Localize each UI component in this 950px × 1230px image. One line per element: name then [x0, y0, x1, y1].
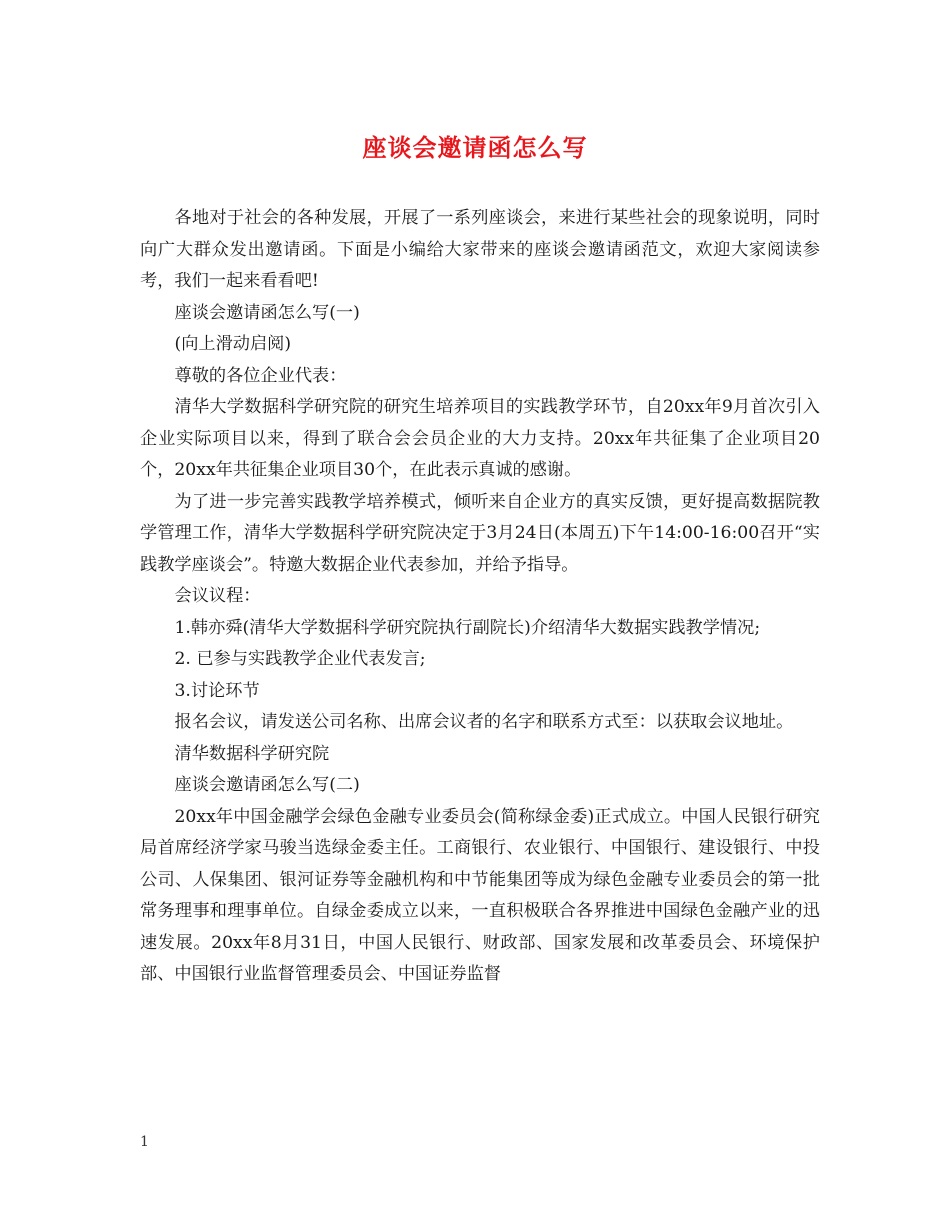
paragraph-background: 清华大学数据科学研究院的研究生培养项目的实践教学环节，自20xx年9月首次引入企业实际项目以来，得到了联合会会员企业的大力支持。20xx年共征集了企业项目20个，20xx年共征集企业项目30个，在此表示真诚的感谢。 — [140, 397, 820, 480]
paragraph-invitation: 为了进一步完善实践教学培养模式，倾听来自企业方的真实反馈，更好提高数据院教学管理工作，清华大学数据科学研究院决定于3月24日(本周五)下午14:00-16:00召开“实践教学座谈会”。特邀大数据企业代表参加，并给予指导。 — [140, 491, 820, 575]
agenda-item-3: 3.讨论环节 — [174, 680, 260, 701]
page-number: 1 — [140, 1134, 149, 1150]
paragraph-agenda-heading: 会议议程： — [174, 586, 261, 606]
paragraph-heading-two: 座谈会邀请函怎么写(二) — [174, 775, 360, 795]
paragraph-salutation: 尊敬的各位企业代表： — [174, 365, 347, 386]
document-body — [140, 203, 820, 991]
agenda-item-2: 2. 已参与实践教学企业代表发言; — [174, 649, 426, 669]
paragraph-signature: 清华数据科学研究院 — [174, 743, 330, 764]
paragraph-intro: 各地对于社会的各种发展，开展了一系列座谈会，来进行某些社会的现象说明，同时向广大群众发出邀请函。下面是小编给大家带来的座谈会邀请函范文，欢迎大家阅读参考，我们一起来看看吧! — [140, 208, 820, 291]
paragraph-heading-one: 座谈会邀请函怎么写(一) — [174, 302, 360, 323]
paragraph-green-finance: 20xx年中国金融学会绿色金融专业委员会(简称绿金委)正式成立。中国人民银行研究局首席经济学家马骏当选绿金委主任。工商银行、农业银行、中国银行、建设银行、中投公司、人保集团、银河证券等金融机构和中节能集团等成为绿色金融专业委员会的第一批常务理事和理事单位。自绿金委成立以来，一直积极联合各界推进中国绿色金融产业的迅速发展。20xx年8月31日，中国人民银行、财政部、国家发展和改革委员会、环境保护部、中国银行业监督管理委员会、中国证券监督 — [140, 806, 820, 984]
paragraph-registration: 报名会议，请发送公司名称、出席会议者的名字和联系方式至：以获取会议地址。 — [174, 712, 794, 732]
document-title: 座谈会邀请函怎么写 — [362, 133, 588, 162]
agenda-item-1: 1.韩亦舜(清华大学数据科学研究院执行副院长)介绍清华大数据实践教学情况; — [174, 617, 761, 638]
paragraph-scroll-hint: (向上滑动启阅) — [174, 334, 292, 354]
